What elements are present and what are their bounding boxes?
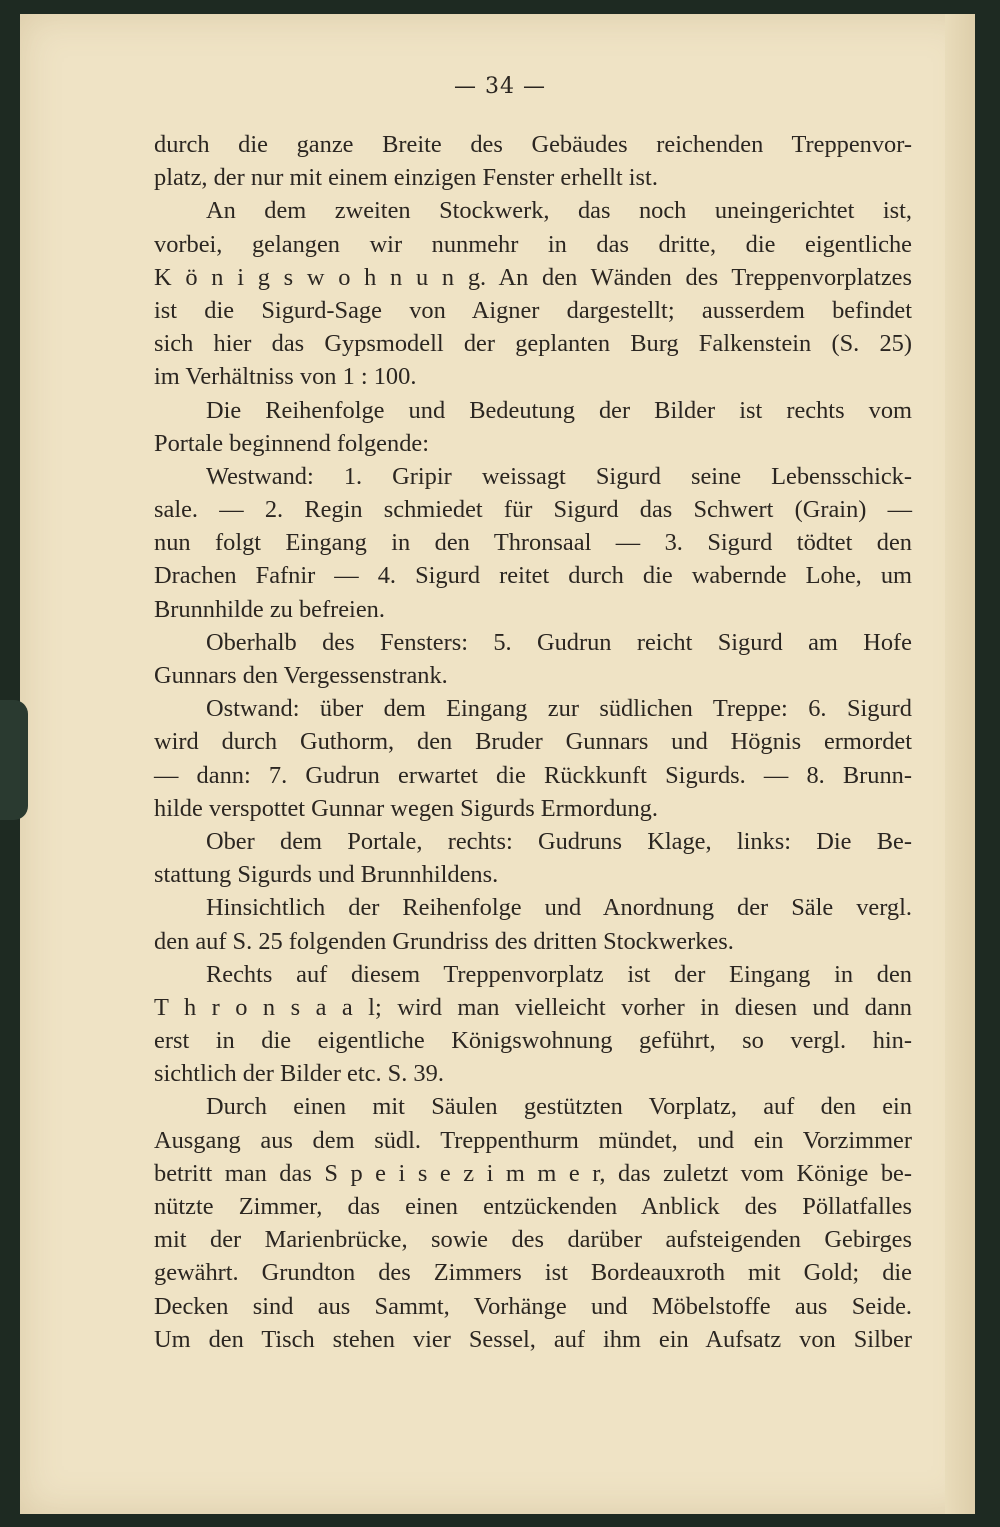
text-line: Portale beginnend folgende: xyxy=(154,429,429,457)
text-line: T h r o n s a a l; wird man vielleicht vorher in diesen und dann xyxy=(154,993,912,1021)
text-line: — dann: 7. Gudrun erwartet die Rückkunft Sigurds. — 8. Brunn- xyxy=(154,761,912,789)
text-line: Gunnars den Vergessenstrank. xyxy=(154,662,448,689)
text-line: Ausgang aus dem südl. Treppenthurm mündet, und ein Vorzimmer xyxy=(154,1126,912,1154)
text-line: sale. — 2. Regin schmiedet für Sigurd das Schwert (Grain) — xyxy=(154,496,912,524)
text-line: Ostwand: über dem Eingang zur südlichen Treppe: 6. Sigurd xyxy=(206,695,912,723)
text-line: An dem zweiten Stockwerk, das noch uneingerichtet ist, xyxy=(206,197,912,225)
text-line: den auf S. 25 folgenden Grundriss des dritten Stockwerkes. xyxy=(154,927,734,955)
text-line: Westwand: 1. Gripir weissagt Sigurd seine Lebensschick- xyxy=(206,462,912,490)
text-line: gewährt. Grundton des Zimmers ist Bordeauxroth mit Gold; die xyxy=(154,1259,912,1287)
text-line: im Verhältniss von 1 : 100. xyxy=(154,363,417,391)
page-number: — 34 — xyxy=(454,74,546,99)
text-line: nützte Zimmer, das einen entzückenden Anblick des Pöllatfalles xyxy=(154,1193,912,1220)
text-line: Decken sind aus Sammt, Vorhänge und Möbelstoffe aus Seide. xyxy=(154,1292,912,1320)
text-line: sichtlich der Bilder etc. S. 39. xyxy=(154,1060,444,1088)
text-line: hilde verspottet Gunnar wegen Sigurds Ermordung. xyxy=(154,794,658,822)
body-text xyxy=(154,128,912,1356)
text-line: vorbei, gelangen wir nunmehr in das dritte, die eigentliche xyxy=(154,230,912,258)
text-line: sich hier das Gypsmodell der geplanten Burg Falkenstein (S. 25) xyxy=(154,330,912,358)
text-line: Brunnhilde zu befreien. xyxy=(154,595,385,623)
text-line: Hinsichtlich der Reihenfolge und Anordnung der Säle vergl. xyxy=(206,894,912,922)
text-line: wird durch Guthorm, den Bruder Gunnars und Högnis ermordet xyxy=(154,728,912,756)
page-spine-edge xyxy=(945,14,975,1514)
page-clip-tab xyxy=(0,700,28,820)
text-line: Durch einen mit Säulen gestützten Vorplatz, auf den ein xyxy=(206,1093,912,1121)
text-line: betritt man das S p e i s e z i m m e r, das zuletzt vom Könige be- xyxy=(154,1159,912,1187)
text-line: Oberhalb des Fensters: 5. Gudrun reicht Sigurd am Hofe xyxy=(206,628,912,656)
text-line: K ö n i g s w o h n u n g. An den Wänden des Treppenvorplatzes xyxy=(154,263,912,291)
text-line: Die Reihenfolge und Bedeutung der Bilder ist rechts vom xyxy=(206,396,912,424)
text-line: stattung Sigurds und Brunnhildens. xyxy=(154,861,499,889)
text-line: Drachen Fafnir — 4. Sigurd reitet durch die wabernde Lohe, um xyxy=(154,562,912,590)
text-line: nun folgt Eingang in den Thronsaal — 3. Sigurd tödtet den xyxy=(154,529,912,557)
text-line: erst in die eigentliche Königswohnung geführt, so vergl. hin- xyxy=(154,1027,912,1055)
text-line: mit der Marienbrücke, sowie des darüber aufsteigenden Gebirges xyxy=(154,1226,912,1254)
text-line: Rechts auf diesem Treppenvorplatz ist der Eingang in den xyxy=(206,960,912,988)
text-line: Ober dem Portale, rechts: Gudruns Klage, links: Die Be- xyxy=(206,827,912,855)
text-line: Um den Tisch stehen vier Sessel, auf ihm ein Aufsatz von Silber xyxy=(154,1325,912,1353)
text-line: ist die Sigurd-Sage von Aigner dargestellt; ausserdem befindet xyxy=(154,296,912,324)
text-line: platz, der nur mit einem einzigen Fenster erhellt ist. xyxy=(154,164,658,192)
text-line: durch die ganze Breite des Gebäudes reichenden Treppenvor- xyxy=(154,131,912,158)
